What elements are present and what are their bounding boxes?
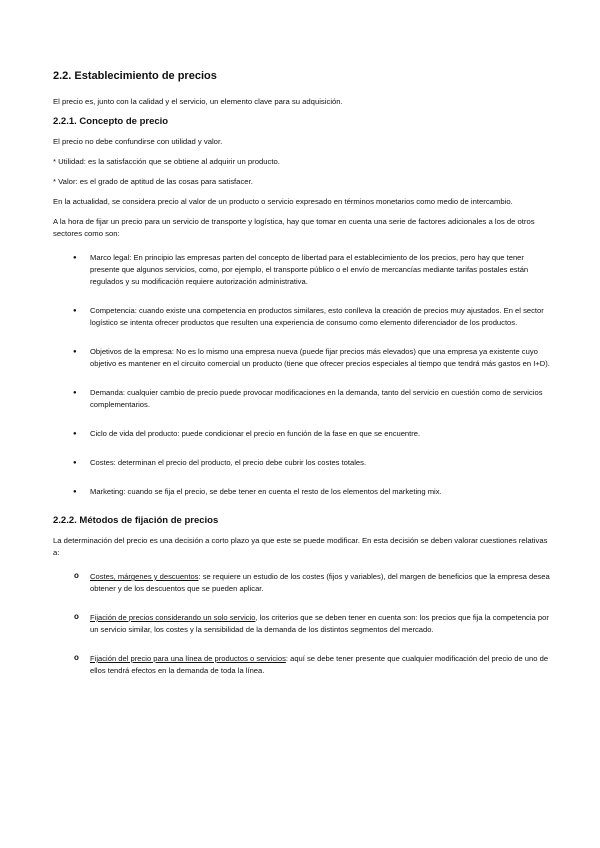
item-text: , los criterios que se deben tener en cuenta son: los precios que fija la competencia por un servicio similar, los costes y la sensibilidad de la demanda de los distintos segmentos del mercado.: [90, 613, 549, 634]
list-item: ● Objetivos de la empresa: No es lo mismo una empresa nueva (puede fijar precios más elevados) que una empresa ya existente cuyo objetivo es mantener en el circuito comercial un producto (tiene que ofrecer precios especiales al tiempo que tendrá más gastos en I+D).: [53, 346, 553, 370]
item-text: : se requiere un estudio de los costes (fijos y variables), del margen de beneficios que la empresa desea obtener y de los descuentos que se pueden aplicar.: [90, 572, 550, 593]
concepto-title: 2.2.1. Concepto de precio: [53, 116, 169, 127]
factors-list: [53, 252, 553, 498]
list-item: ● Marco legal: En principio las empresas parten del concepto de libertad para el establecimiento de los precios, pero hay que tener presente que algunos servicios, como, por ejemplo, el transporte público o el envío de mercancías mediante tarifas postales están regulados y su modificación requiere autorización administrativa.: [53, 252, 553, 288]
concepto-paragraph: El precio no debe confundirse con utilidad y valor.: [53, 137, 223, 146]
precio-definition: En la actualidad, se considera precio al valor de un producto o servicio expresado en términos monetarios como medio de intercambio.: [53, 197, 513, 206]
document-body: [53, 70, 553, 694]
list-item: [53, 653, 553, 677]
metodos-title: 2.2.2. Métodos de fijación de precios: [53, 515, 219, 526]
list-item: ● Demanda: cualquier cambio de precio puede provocar modificaciones en la demanda, tanto del servicio en cuestión como de servicios complementarios.: [53, 387, 553, 411]
list-item: ● Costes: determinan el precio del producto, el precio debe cubrir los costes totales.: [53, 457, 553, 469]
section-title: 2.2. Establecimiento de precios: [53, 70, 217, 82]
list-item: [53, 612, 553, 636]
utilidad-definition: * Utilidad: es la satisfacción que se obtiene al adquirir un producto.: [53, 157, 280, 166]
metodos-intro: La determinación del precio es una decisión a corto plazo ya que este se puede modificar. En esta decisión se deben valorar cuestiones relativas a:: [53, 536, 548, 557]
item-term: Fijación del precio para una línea de productos o servicios: [90, 654, 286, 663]
item-text: : aquí se debe tener presente que cualquier modificación del precio de uno de ellos tendrá efectos en la demanda de toda la línea.: [90, 654, 549, 675]
list-item: ● Competencia: cuando existe una competencia en productos similares, esto conlleva la creación de precios muy ajustados. En el sector logístico se intenta ofrecer productos que resulten una experiencia de consumo como elemento diferenciador de los productos.: [53, 305, 553, 329]
list-item: ● Ciclo de vida del producto: puede condicionar el precio en función de la fase en que se encuentre.: [53, 428, 553, 440]
item-term: Fijación de precios considerando un solo servicio: [90, 613, 256, 622]
section-intro: El precio es, junto con la calidad y el servicio, un elemento clave para su adquisición.: [53, 97, 343, 106]
list-item: ● Marketing: cuando se fija el precio, se debe tener en cuenta el resto de los elementos del marketing mix.: [53, 486, 553, 498]
metodos-list: [53, 571, 553, 677]
list-item: [53, 571, 553, 595]
factors-intro: A la hora de fijar un precio para un servicio de transporte y logística, hay que tomar en cuenta una serie de factores adicionales a los de otros sectores como son:: [53, 217, 535, 238]
item-term: Costes, márgenes y descuentos: [90, 572, 199, 581]
valor-definition: * Valor: es el grado de aptitud de las cosas para satisfacer.: [53, 177, 253, 186]
